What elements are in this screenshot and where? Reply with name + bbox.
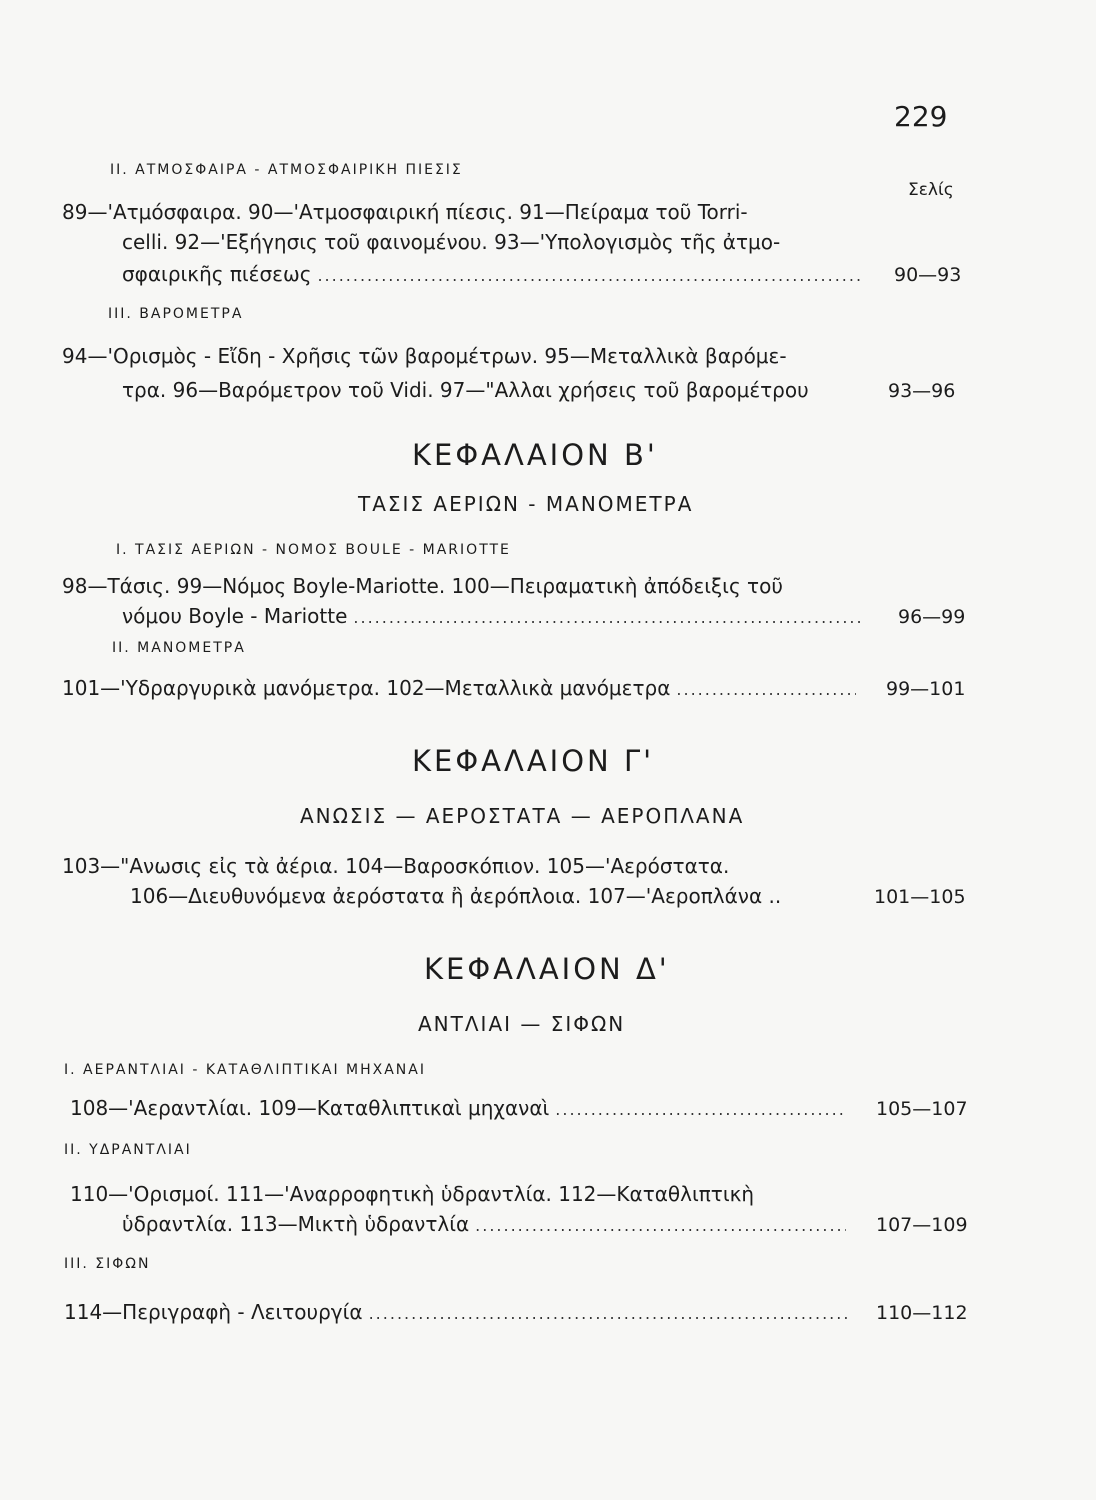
toc-entry-leader: [122, 1212, 852, 1236]
toc-entry-leader: [70, 1096, 850, 1120]
toc-line: 94—'Ορισμὸς - Εἴδη - Χρῆσις τῶν βαρομέτρων. 95—Μεταλλικὰ βαρόμε-: [62, 344, 787, 368]
section-title-atmosphere: II. ΑΤΜΟΣΦΑΙΡΑ - ΑΤΜΟΣΦΑΙΡΙΚΗ ΠΙΕΣΙΣ: [110, 162, 463, 178]
page-range: 101—105: [874, 886, 966, 908]
toc-line: 114—Περιγραφὴ - Λειτουργία: [64, 1300, 363, 1324]
dot-leader: [369, 1304, 848, 1323]
section-title-air-pumps: I. ΑΕΡΑΝΤΛΙΑΙ - ΚΑΤΑΘΛΙΠΤΙΚΑΙ ΜΗΧΑΝΑΙ: [64, 1062, 426, 1078]
page-range: 96—99: [898, 606, 966, 628]
toc-entry-leader: [122, 262, 870, 286]
toc-line: 103—"Ανωσις εἰς τὰ ἀέρια. 104—Βαροσκόπιον. 105—'Αερόστατα.: [62, 854, 730, 878]
toc-line: 110—'Ορισμοί. 111—'Αναρροφητικὴ ὑδραντλία. 112—Καταθλιπτικὴ: [70, 1182, 755, 1206]
toc-line: 98—Τάσις. 99—Νόμος Boyle-Mariotte. 100—Πειραματικὴ ἀπόδειξις τοῦ: [62, 574, 783, 598]
section-title-barometers: III. ΒΑΡΟΜΕΤΡΑ: [108, 306, 244, 322]
page-range: 93—96: [888, 380, 956, 402]
dot-leader: [676, 680, 856, 699]
section-title-water-pumps: II. ΥΔΡΑΝΤΛΙΑΙ: [64, 1142, 192, 1158]
chapter-heading-g: ΚΕΦΑΛΑΙΟΝ Γ': [412, 744, 655, 778]
section-title-gas-pressure: I. ΤΑΣΙΣ ΑΕΡΙΩΝ - ΝΟΜΟΣ BOULE - MARIOTTE: [116, 542, 511, 558]
dot-leader: [475, 1216, 846, 1235]
toc-line: 108—'Αεραντλίαι. 109—Καταθλιπτικαὶ μηχαναὶ: [70, 1096, 550, 1120]
chapter-subheading-d: ΑΝΤΛΙΑΙ — ΣΙΦΩΝ: [418, 1012, 626, 1036]
page-number: 229: [894, 100, 948, 133]
toc-line: 106—Διευθυνόμενα ἀερόστατα ἢ ἀερόπλοια. 107—'Αεροπλάνα ..: [130, 884, 782, 908]
chapter-subheading-b: ΤΑΣΙΣ ΑΕΡΙΩΝ - ΜΑΝΟΜΕΤΡΑ: [358, 492, 694, 516]
toc-entry-leader: [122, 604, 870, 628]
toc-line: τρα. 96—Βαρόμετρον τοῦ Vidi. 97—"Αλλαι χρήσεις τοῦ βαρομέτρου: [122, 378, 809, 402]
page-range: 110—112: [876, 1302, 968, 1324]
page-range: 107—109: [876, 1214, 968, 1236]
page-range: 90—93: [894, 264, 962, 286]
toc-line: σφαιρικῆς πιέσεως: [122, 262, 312, 286]
toc-entry-leader: [64, 1300, 854, 1324]
dot-leader: [317, 266, 864, 285]
chapter-subheading-g: ΑΝΩΣΙΣ — ΑΕΡΟΣΤΑΤΑ — ΑΕΡΟΠΛΑΝΑ: [300, 804, 745, 828]
chapter-heading-b: ΚΕΦΑΛΑΙΟΝ Β': [412, 438, 658, 472]
section-title-siphon: III. ΣΙΦΩΝ: [64, 1256, 151, 1272]
toc-line: celli. 92—'Εξήγησις τοῦ φαινομένου. 93—'Υπολογισμὸς τῆς ἀτμο-: [122, 230, 781, 254]
toc-entry-leader: [62, 676, 862, 700]
page-range: 105—107: [876, 1098, 968, 1120]
page-column-header: Σελίς: [908, 180, 954, 200]
toc-line: ὑδραντλία. 113—Μικτὴ ὑδραντλία: [122, 1212, 470, 1236]
chapter-heading-d: ΚΕΦΑΛΑΙΟΝ Δ': [424, 952, 670, 986]
toc-line: νόμου Boyle - Mariotte: [122, 604, 348, 628]
toc-line: 89—'Ατμόσφαιρα. 90—'Ατμοσφαιρική πίεσις. 91—Πείραμα τοῦ Torri-: [62, 200, 748, 224]
toc-line: 101—'Υδραργυρικὰ μανόμετρα. 102—Μεταλλικὰ μανόμετρα: [62, 676, 671, 700]
page-range: 99—101: [886, 678, 966, 700]
section-title-manometers: II. ΜΑΝΟΜΕΤΡΑ: [112, 640, 246, 656]
dot-leader: [353, 608, 864, 627]
dot-leader: [555, 1100, 844, 1119]
